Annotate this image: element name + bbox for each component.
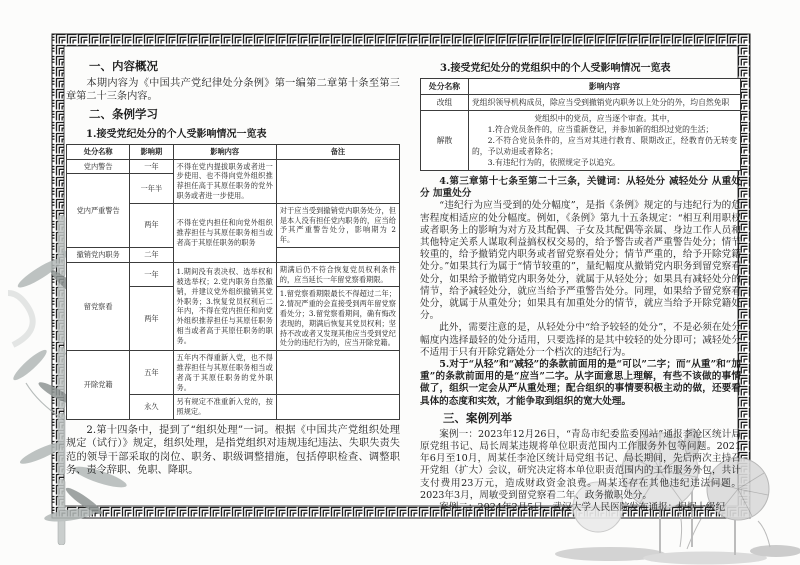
table-header-row <box>67 144 400 159</box>
cell-penalty-expulsion: 开除党籍 <box>67 351 130 420</box>
case-one-paragraph: 案例一：2023年12月26日，“青岛市纪委监委网站”通报李沧区统计局原党组书记、局长周某违规将单位职责范围内工作服务外包等问题。2021年6月至10月，周某任李沧区统计局党组书记、局长期间，先后两次主持召开党组（扩大）会议，研究决定将本单位职责范围内的工作服务外包，共计支付费用23万元，造成财政资金浪费。周某还存在其他违纪违法问题。2023年3月，周敏受到留党察看二年、政务撤职处分。 <box>420 428 741 501</box>
col-header-penalty-name: 处分名称 <box>421 79 469 95</box>
personal-impact-table-title: 1.接受党纪处分的个人受影响情况一览表 <box>86 128 267 140</box>
organization-handling-paragraph: 2.第十四条中，提到了“组织处理”一词。根据《中国共产党组织处理规定（试行）》规定，组织处理，是指党组织对违规违纪违法、失职失责失范的领导干部采取的岗位、职务、职级调整措施，包括停职检查、调整职务、责令辞职、免职、降职。 <box>66 424 400 477</box>
cell-period: 永久 <box>130 395 173 420</box>
table-row <box>421 95 741 111</box>
cell-impact-a: 不得在党内提拔职务或者进一步使用、也不得向党外组织推荐担任高于其原任职务的党外职务或者进一步使用。 <box>173 159 276 203</box>
cell-remark-c1: 期满后仍不符合恢复党员权利条件的，应当延长一年留党察看期限。 <box>276 262 399 287</box>
right-column <box>420 56 741 514</box>
cell-penalty-warning: 党内警告 <box>67 159 130 174</box>
personal-impact-table <box>66 144 400 420</box>
section-heading-cases: 三、案例列举 <box>443 410 512 425</box>
org-impact-table <box>420 78 741 171</box>
table-row <box>421 111 741 171</box>
cell-penalty-removal: 撤销党内职务 <box>67 247 130 262</box>
cell-period: 两年 <box>130 203 173 247</box>
case-two-paragraph: 案例二：2024年2月5日，武汉大学人民医院发布通报：根据上级纪 <box>439 502 726 514</box>
cell-period: 二年 <box>130 247 173 262</box>
cell-impact-c: 1.期间没有表决权、选举权和被选举权；2.党内职务自然撤销，并建议党外组织撤销其党外职务；3.恢复党员权利后二年内，不得在党内担任和向党外组织推荐担任与其原任职务相当或者高于其原任职务的职务。 <box>173 262 276 350</box>
keywords-heading: 4.第三章第十七条至第二十三条，关键词：从轻处分 减轻处分 从重处分 加重处分 <box>420 176 741 200</box>
cell-impact-e: 另有规定不准重新入党的，按照规定。 <box>173 395 276 420</box>
cell-dissolution-impact <box>469 111 741 171</box>
dissolution-impact-item: 1.符合党员条件的，应当重新登记，并参加新的组织过党的生活； <box>487 125 714 134</box>
cell-impact-b: 不得在党内担任和向党外组织推荐担任与其原任职务相当或者高于其原任职务的职务 <box>173 203 276 262</box>
cell-penalty-severe-warning: 党内严重警告 <box>67 174 130 248</box>
cell-period: 两年 <box>130 287 173 351</box>
table-row <box>67 351 400 395</box>
cell-remark-c2: 1.留党察看期限最长不得超过二年；2.情况严重的会直接受到两年留党察看处分；3.留党察看期间，确有悔改表现的，期满后恢复其党员权利；坚持不改或者又发现其他应当受到党纪处分的违纪行为的，应当开除党籍。 <box>276 287 399 351</box>
table-row <box>67 159 400 174</box>
cell-remark-empty <box>276 351 399 395</box>
col-header-impact-period: 影响期 <box>130 144 173 159</box>
table-row <box>67 262 400 287</box>
cell-period: 五年 <box>130 351 173 395</box>
wording-comparison-paragraph: 5.对于“从轻”和“减轻”的条款前面用的是“可以”二字；而“从重”和“加重”的条款前面用的是“应当”二字。从字面意思上理解，有些不该做的事情做了，组织一定会从严从重处理；配合组织的事情要积极主动的做，还要看具体的态度和实效，才能争取到组织的宽大处理。 <box>420 359 741 407</box>
dissolution-impact-item: 3.有违纪行为的，依照规定予以追究。 <box>487 158 620 167</box>
section-heading-regulation-study: 二、条例学习 <box>89 106 158 121</box>
cell-period: 一年半 <box>130 174 173 203</box>
lighter-penalty-note-paragraph: 此外，需要注意的是，从轻处分中“给予较轻的处分”，不是必须在处分幅度内选择最轻的处分适用，只要选择的是其中较轻的处分即可；减轻处分不适用于只有开除党籍处分一个档次的违纪行为。 <box>420 322 741 358</box>
cell-reorganization: 改组 <box>421 95 469 111</box>
cell-period: 一年 <box>130 159 173 174</box>
col-header-penalty-name: 处分名称 <box>67 144 130 159</box>
section-heading-overview: 一、内容概况 <box>89 59 158 73</box>
cell-remark-empty <box>276 395 399 420</box>
col-header-impact-content: 影响内容 <box>173 144 276 159</box>
cell-remark-empty <box>276 159 399 203</box>
col-header-remark: 备注 <box>276 144 399 159</box>
cell-penalty-probation: 留党察看 <box>67 262 130 350</box>
table-header-row <box>421 79 741 95</box>
dissolution-impact-item: 2.不符合党员条件的，应当对其进行教育、限期改正，经教育仍无转变的，予以劝退或者除名； <box>472 136 737 156</box>
cell-dissolution: 解散 <box>421 111 469 171</box>
penalty-range-paragraph: “违纪行为应当受到的处分幅度”，是指《条例》规定的与违纪行为的危害程度相适应的处分幅度。例如，《条例》第九十五条规定：“相互利用职权或者职务上的影响为对方及其配偶、子女及其配偶等亲属、身边工作人员和其他特定关系人谋取利益搞权权交易的，给予警告或者严重警告处分；情节较重的，给予撤销党内职务或者留党察看处分；情节严重的，给予开除党籍处分。”如果其行为属于“情节较重的”，量纪幅度从撤销党内职务到留党察看处分，如果给予撤销党内职务处分，就属于从轻处分；如果具有减轻处分的情节，给予减轻处分，就应当给予严重警告处分。同理，如果给予留党察看处分，就属于从重处分；如果具有加重处分的情节，就应当给予开除党籍处分。 <box>420 200 741 322</box>
cell-remark-b: 对于应当受到撤销党内职务处分，但是本人没有担任党内职务的，应当给予其严重警告处分，影响期为 2 年。 <box>276 203 399 247</box>
cell-period: 一年 <box>130 262 173 287</box>
cell-impact-d: 五年内不得重新入党，也不得推荐担任与其原任职务相当或者高于其原任职务的党外职务。 <box>173 351 276 395</box>
col-header-impact-content: 影响内容 <box>469 79 741 95</box>
org-impact-table-title: 3.接受党纪处分的党组织中的个人受影响情况一览表 <box>440 63 671 74</box>
dissolution-impact-intro: 党组织中的党员，应当逐个审查。其中， <box>534 114 675 123</box>
left-column <box>66 56 400 478</box>
cell-reorganization-impact: 党组织领导机构成员，除应当受到撤销党内职务以上处分的外，均自然免职 <box>469 95 741 111</box>
overview-paragraph: 本期内容为《中国共产党纪律处分条例》第一编第二章第十条至第三章第二十三条内容。 <box>66 78 400 103</box>
cell-remark-empty <box>276 247 399 262</box>
